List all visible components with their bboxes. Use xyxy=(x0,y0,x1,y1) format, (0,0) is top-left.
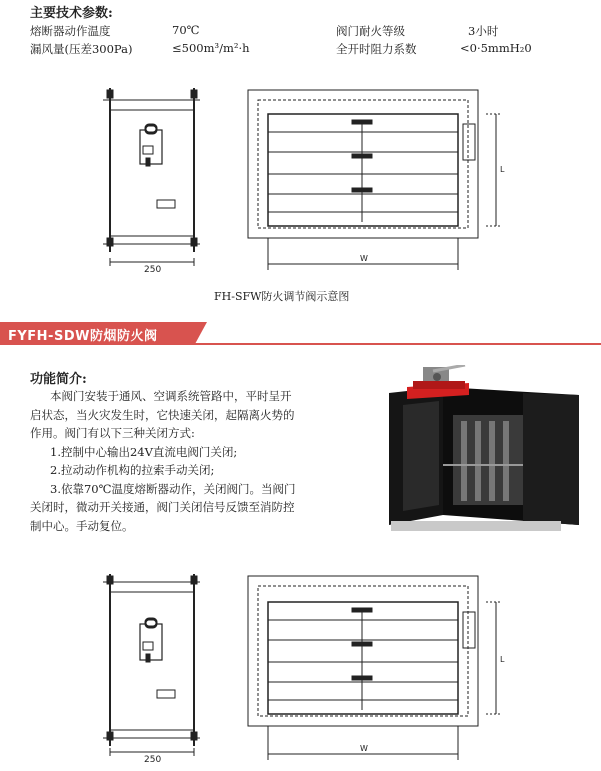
function-line: 3.依靠70℃温度熔断器动作，关闭阀门。当阀门 xyxy=(50,481,296,496)
front-view-2 xyxy=(248,576,500,760)
dim-l-1: L xyxy=(500,165,505,174)
front-view xyxy=(248,90,500,270)
actuator-icon-2 xyxy=(140,618,162,662)
function-line: 制中心。手动复位。 xyxy=(30,518,134,533)
dim-250-2: 250 xyxy=(144,755,162,765)
product-banner xyxy=(0,322,601,344)
dim-w-2: W xyxy=(360,744,368,753)
product-photo xyxy=(383,365,583,535)
function-title: 功能简介: xyxy=(30,372,87,387)
side-view xyxy=(103,88,200,266)
spec-label-fire-rating: 阀门耐火等级 xyxy=(336,24,405,38)
spec-label-leakage: 漏风量(压差300Pa) xyxy=(30,42,133,56)
spec-value-resistance: <0·5mmH₂0 xyxy=(460,41,532,55)
spec-label-fuse-temp: 熔断器动作温度 xyxy=(30,24,111,38)
spec-value-fuse-temp: 70℃ xyxy=(172,23,200,37)
dim-l-2: L xyxy=(500,655,505,664)
damper-diagram-2 xyxy=(0,570,601,768)
spec-value-leakage: ≤500m³/m²·h xyxy=(172,41,250,55)
damper-diagram-1 xyxy=(0,80,601,280)
diagram-caption: FH-SFW防火调节阀示意图 xyxy=(214,290,350,303)
function-line: 关闭时，微动开关接通，阀门关闭信号反馈至消防控 xyxy=(30,500,295,514)
dim-250-1: 250 xyxy=(144,265,162,275)
function-line: 本阀门安装于通风、空调系统管路中，平时呈开 xyxy=(50,389,292,403)
function-line: 作用。阀门有以下三种关闭方式: xyxy=(30,426,195,440)
function-text xyxy=(30,387,375,535)
actuator-icon xyxy=(140,124,162,166)
dim-w-1: W xyxy=(360,254,368,263)
spec-label-resistance: 全开时阻力系数 xyxy=(336,42,417,56)
spec-title: 主要技术参数: xyxy=(30,6,113,21)
function-line: 2.拉动动作机构的拉索手动关闭; xyxy=(50,463,215,477)
function-line: 启状态，当火灾发生时，它快速关闭，起隔离火势的 xyxy=(30,407,295,422)
function-line: 1.控制中心输出24V直流电阀门关闭; xyxy=(50,444,238,459)
side-view-2 xyxy=(103,574,200,756)
banner-title: FYFH-SDW防烟防火阀 xyxy=(8,329,158,344)
spec-value-fire-rating: 3小时 xyxy=(468,24,499,38)
